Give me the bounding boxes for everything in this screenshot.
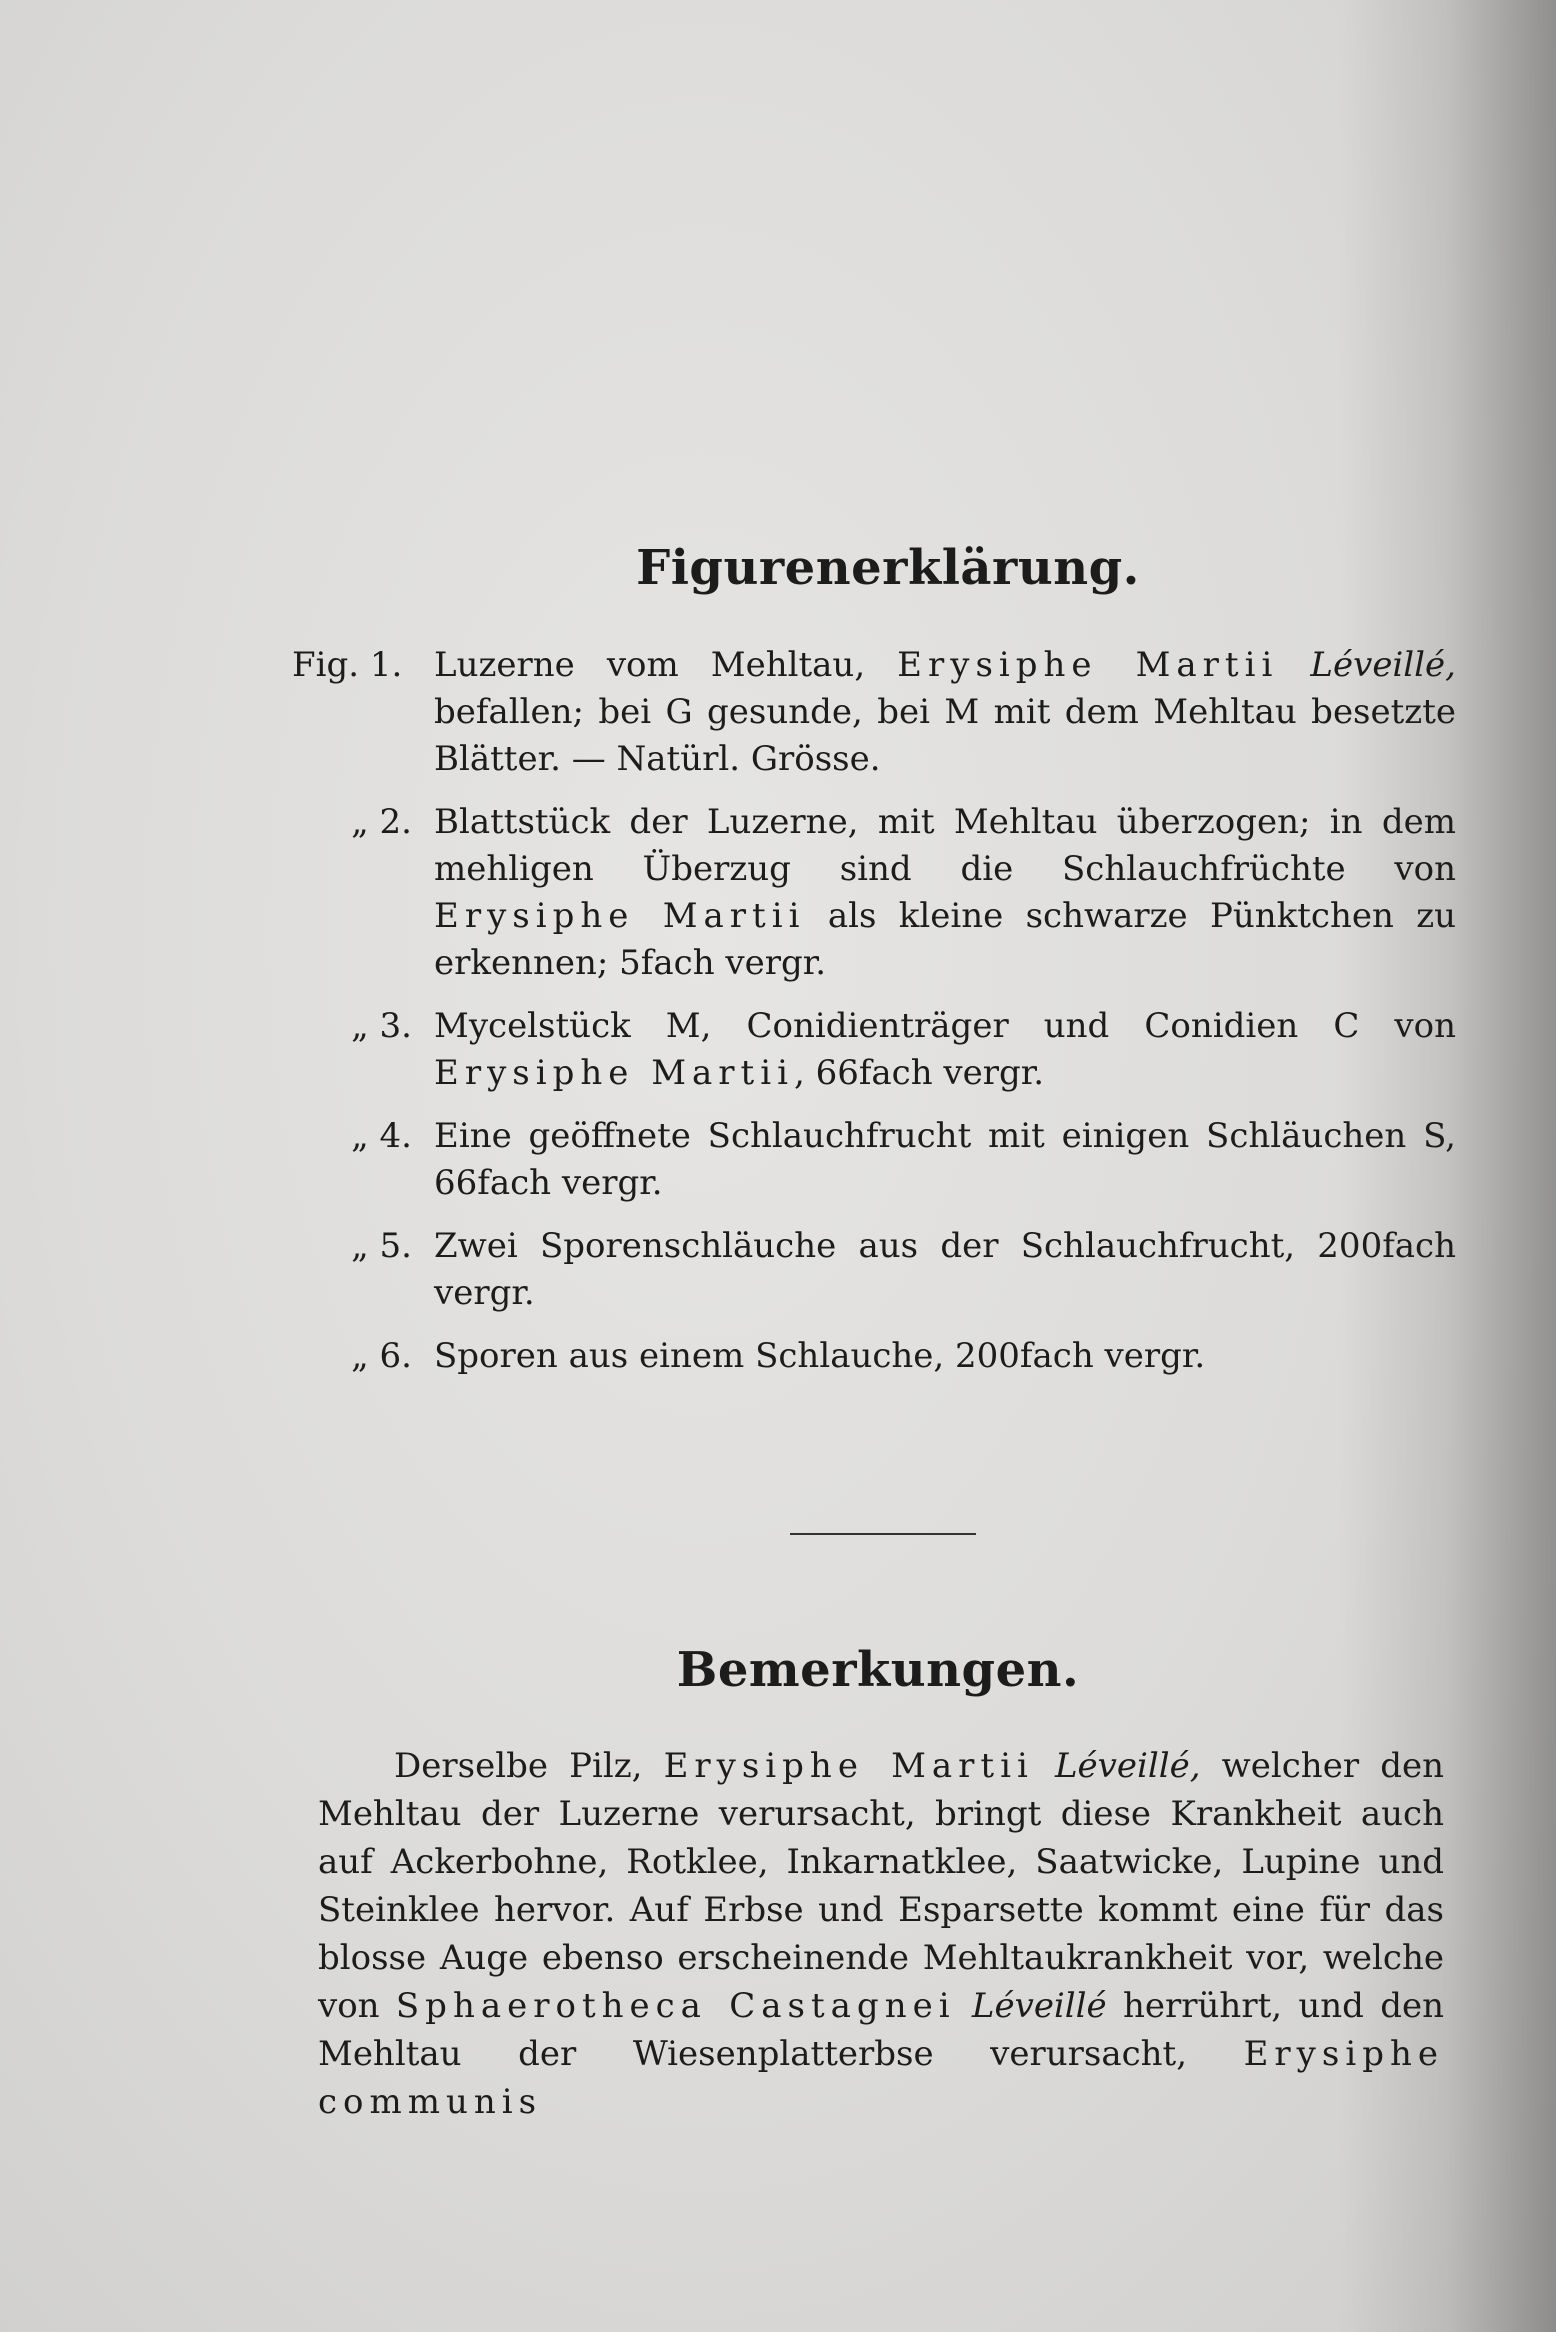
figure-caption: [434, 1003, 1456, 1097]
figure-entry-2: [326, 799, 1456, 987]
figure-label: Fig. 1.: [292, 645, 403, 685]
caption-text: Mycelstück M, Conidienträger und Conidien C von: [434, 1006, 1456, 1046]
remarks-text: herrührt, und den Mehltau der Wiesenplatterbse verursacht,: [318, 1986, 1444, 2074]
section-divider: [790, 1533, 976, 1535]
figure-caption: Zwei Sporenschläuche aus der Schlauchfrucht, 200fach vergr.: [434, 1226, 1456, 1313]
figure-label: „ 4.: [351, 1116, 412, 1156]
remarks-heading: Bemerkungen.: [676, 1642, 1080, 1698]
remarks-text: Derselbe Pilz,: [394, 1746, 664, 1786]
caption-text: befallen; bei G gesunde, bei M mit dem Mehltau besetzte Blätter. — Natürl. Grösse.: [434, 692, 1456, 779]
figure-caption: [434, 642, 1456, 783]
figure-label: „ 5.: [351, 1226, 412, 1266]
remarks-text: [1034, 1746, 1055, 1786]
figure-caption: [434, 799, 1456, 987]
caption-text: Luzerne vom Mehltau,: [434, 645, 898, 685]
figure-label: „ 3.: [351, 1006, 412, 1046]
caption-text: als kleine schwarze Pünktchen zu erkennen; 5fach vergr.: [434, 896, 1457, 983]
figure-entry-4: [326, 1113, 1456, 1207]
author-name: Léveillé,: [1310, 645, 1456, 685]
species-name: Sphaerotheca Castagnei: [395, 1986, 956, 2026]
author-name: Léveillé: [971, 1986, 1107, 2026]
figure-caption: Sporen aus einem Schlauche, 200fach vergr.: [434, 1336, 1206, 1376]
figure-caption: Eine geöffnete Schlauchfrucht mit einigen Schläuchen S, 66fach vergr.: [434, 1116, 1456, 1203]
remarks-text: [956, 1986, 972, 2026]
figure-label: „ 6.: [351, 1336, 412, 1376]
species-name: Erysiphe Martii: [663, 1746, 1034, 1786]
figure-label: „ 2.: [351, 802, 412, 842]
figure-explanation-heading: Figurenerklärung.: [636, 540, 1140, 596]
species-name: Erysiphe communis: [318, 2034, 1444, 2122]
author-name: Léveillé,: [1054, 1746, 1201, 1786]
remarks-text: welcher den Mehltau der Luzerne verursacht, bringt diese Krankheit auch auf Ackerbohne, Rotklee, Inkarnatklee, Saatwicke, Lupine und Steinklee hervor. Auf Erbse und Esparsette kommt eine für das blosse Auge ebenso erscheinende Mehltaukrankheit vor, welche von: [318, 1746, 1444, 2026]
figure-entry-1: [292, 642, 1456, 783]
caption-text: Blattstück der Luzerne, mit Mehltau überzogen; in dem mehligen Überzug sind die Schlauchfrüchte von: [434, 802, 1456, 889]
figure-entry-3: [326, 1003, 1456, 1097]
remarks-paragraph: [318, 1742, 1444, 2126]
figure-entry-5: [326, 1223, 1456, 1317]
species-name: Erysiphe Martii: [897, 645, 1279, 685]
species-name: Erysiphe Martii: [434, 1053, 794, 1093]
caption-text: , 66fach vergr.: [793, 1053, 1045, 1093]
figure-entry-6: [326, 1333, 1456, 1380]
species-name: Erysiphe Martii: [434, 896, 806, 936]
caption-text: [1278, 645, 1310, 685]
figure-explanation-list: [292, 642, 1457, 1396]
